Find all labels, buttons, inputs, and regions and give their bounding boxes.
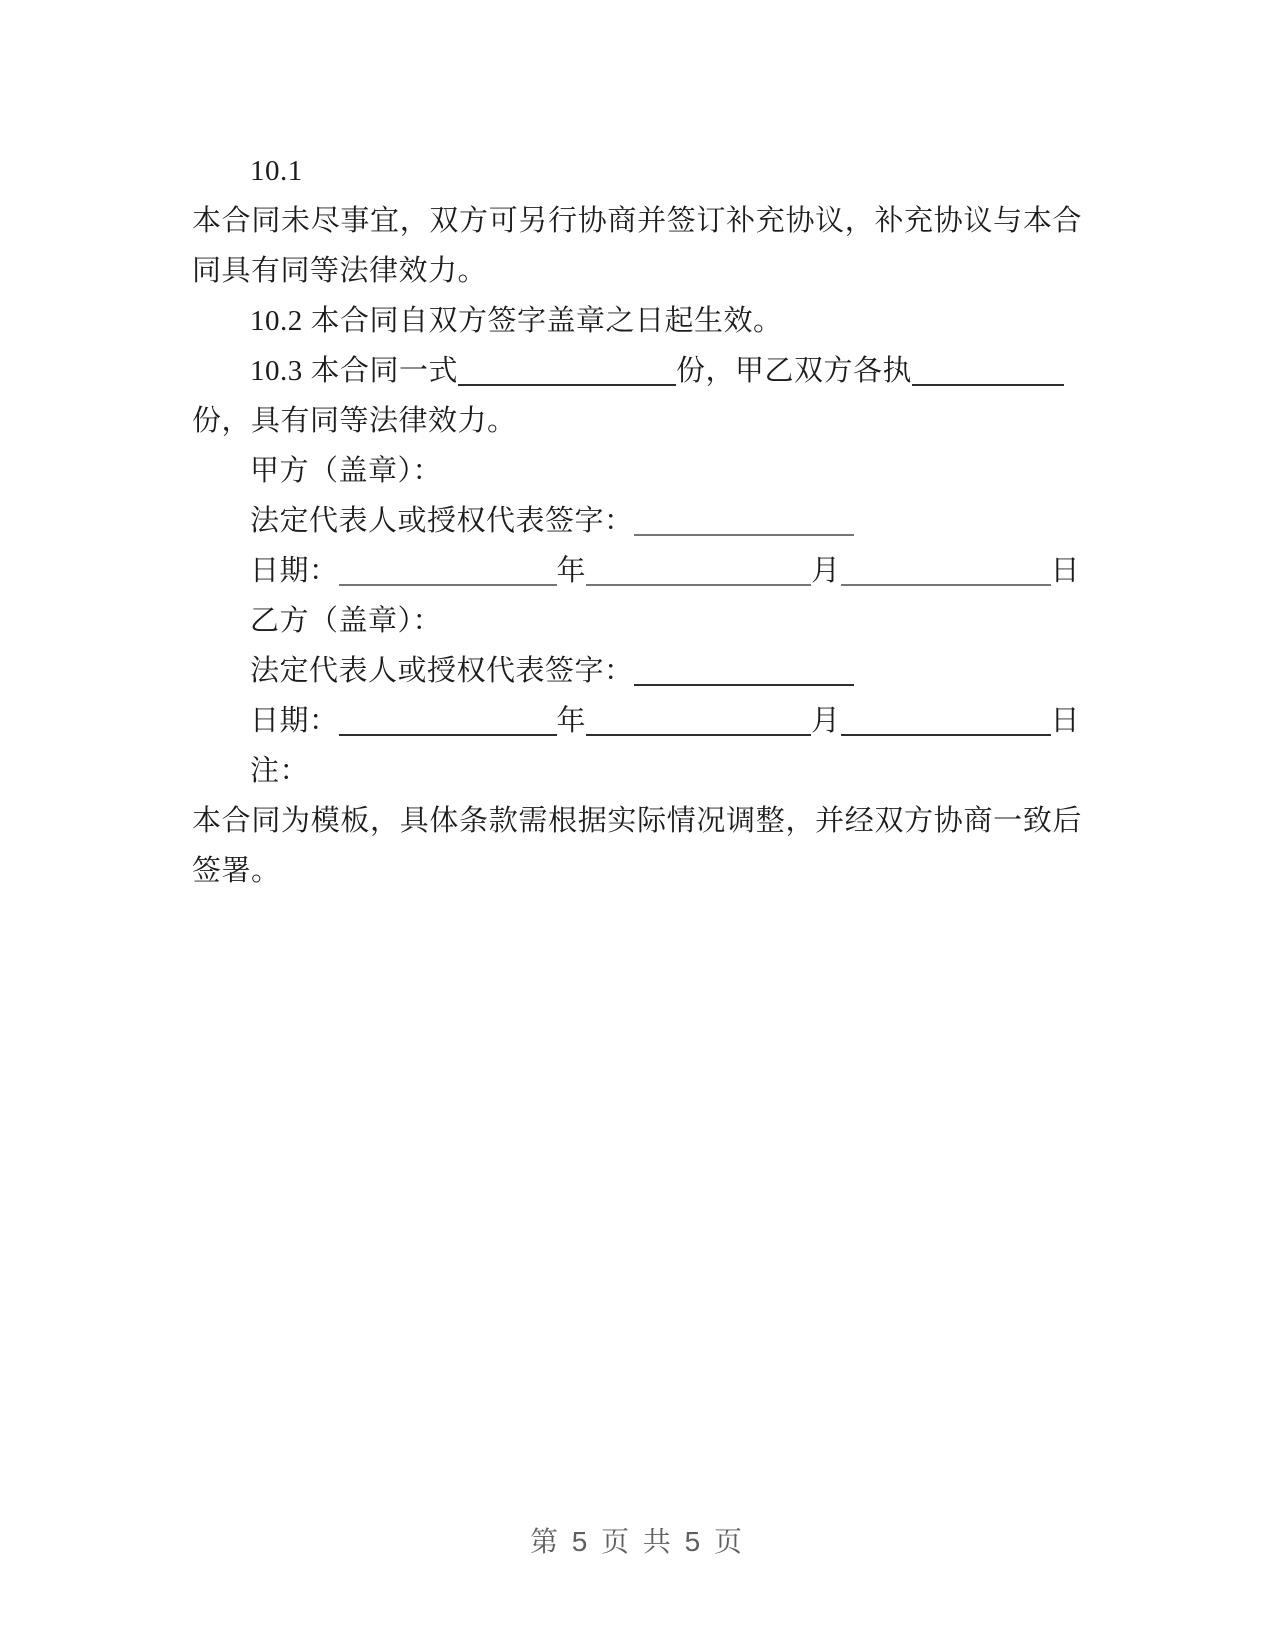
document-line — [192, 296, 1082, 346]
text-run: 本合同未尽事宜，双方可另行协商并签订补充协议，补充协议与本合 — [192, 205, 1082, 237]
document-line — [192, 246, 1082, 296]
document-line — [192, 346, 1082, 396]
text-run: 法定代表人或授权代表签字： — [250, 505, 634, 537]
page-number-footer: 第 5 页 共 5 页 — [529, 1526, 746, 1557]
text-run: 10.2 本合同自双方签字盖章之日起生效。 — [250, 305, 783, 337]
text-run: 月 — [811, 555, 841, 587]
text-run: 日 — [1050, 705, 1081, 737]
fill-in-blank — [339, 704, 557, 736]
document-line — [192, 196, 1082, 246]
text-run: 份，甲乙双方各执 — [676, 355, 913, 387]
text-run: 日期： — [250, 555, 339, 587]
document-line — [192, 396, 1082, 446]
text-run: 月 — [811, 705, 841, 737]
fill-in-blank — [586, 554, 811, 586]
document-line — [192, 146, 1082, 196]
text-run: 份，具有同等法律效力。 — [192, 405, 517, 437]
fill-in-blank — [339, 554, 557, 586]
document-line — [192, 696, 1082, 746]
text-run: 日期： — [250, 705, 339, 737]
text-run: 10.3 本合同一式 — [250, 355, 459, 387]
text-run: 法定代表人或授权代表签字： — [250, 655, 634, 687]
text-run: 本合同为模板，具体条款需根据实际情况调整，并经双方协商一致后 — [192, 805, 1082, 837]
document-line — [192, 746, 1082, 796]
text-run: 注： — [250, 755, 310, 787]
fill-in-blank — [841, 704, 1051, 736]
document-content — [192, 146, 1082, 896]
text-run: 乙方（盖章）： — [250, 605, 443, 637]
document-line — [192, 546, 1082, 596]
document-line — [192, 446, 1082, 496]
text-run: 10.1 — [250, 155, 303, 187]
fill-in-blank — [634, 504, 854, 536]
fill-in-blank — [586, 704, 811, 736]
fill-in-blank — [634, 654, 854, 686]
fill-in-blank — [458, 354, 676, 386]
text-run: 签署。 — [192, 855, 281, 887]
fill-in-blank — [841, 554, 1051, 586]
fill-in-blank — [912, 354, 1064, 386]
text-run: 年 — [556, 705, 587, 737]
document-line — [192, 496, 1082, 546]
document-line — [192, 596, 1082, 646]
text-run: 同具有同等法律效力。 — [192, 255, 488, 287]
document-line — [192, 796, 1082, 846]
document-line — [192, 646, 1082, 696]
text-run: 年 — [556, 555, 587, 587]
document-line — [192, 846, 1082, 896]
text-run: 甲方（盖章）： — [250, 455, 443, 487]
text-run: 日 — [1050, 555, 1081, 587]
